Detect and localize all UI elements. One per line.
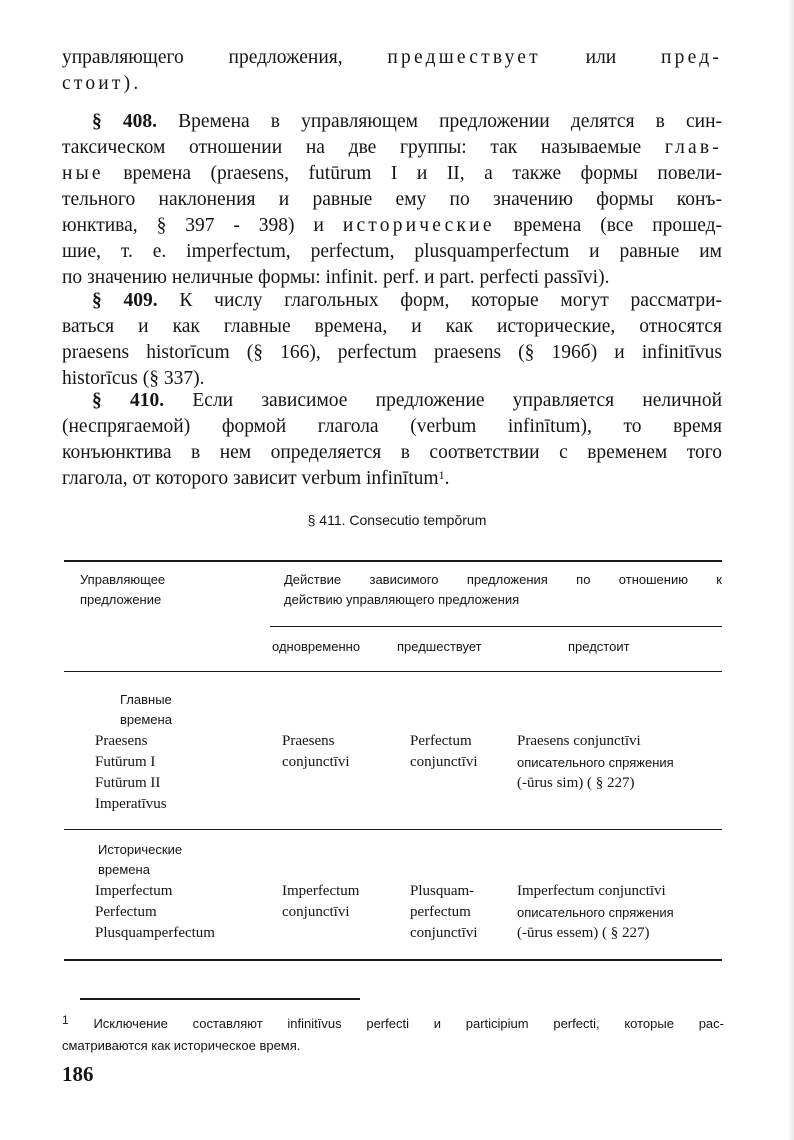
header-text: предложение	[80, 592, 162, 607]
cell-text: Imperfectum conjunctīvi	[517, 883, 666, 899]
table-title: § 411. Consecutio tempŏrum	[307, 512, 487, 528]
cell-text: Imperfectum	[282, 883, 360, 899]
header-text: Управляющее	[80, 572, 166, 587]
text: ваться и как главные времена, и как исторические, относятся	[62, 316, 722, 337]
cell-text: conjunctīvi	[282, 904, 350, 920]
text-line	[62, 314, 722, 340]
page-number: 186	[62, 1062, 94, 1086]
text: (неспрягаемой) формой глагола (verbum infinītum), то время	[62, 416, 722, 437]
spaced-word: глав-	[664, 137, 722, 158]
text-line	[62, 213, 722, 239]
section-number: § 409.	[92, 290, 158, 311]
word: управляющего	[62, 47, 184, 68]
text: по значению неличные формы: infinit. perf. и part. perfecti passīvi).	[62, 267, 610, 288]
cell-text: (-ūrus essem) ( § 227)	[517, 925, 650, 941]
section-heading-historical	[98, 840, 182, 880]
header-simultaneous: одновременно	[272, 639, 361, 654]
spaced-word: ные	[62, 163, 104, 184]
text: Исключение составляют infinitīvus perfecti и participium perfecti, которые рас-	[93, 1016, 724, 1031]
cell-text: Perfectum	[410, 733, 472, 749]
heading-text: времена	[120, 712, 172, 727]
heading-text: Исторические	[98, 842, 183, 857]
tense: Futūrum I	[95, 754, 156, 770]
text-line	[62, 135, 722, 161]
table-section-rule	[64, 829, 722, 830]
historical-following	[517, 881, 674, 944]
primary-following	[517, 731, 674, 794]
text: таксическом отношении на две группы: так называемые	[62, 137, 642, 158]
spaced-word: стоит).	[62, 73, 142, 94]
paragraph-408	[62, 109, 722, 291]
page-edge-shadow	[788, 0, 794, 1140]
cell-text: Praesens	[282, 733, 335, 749]
table-bottom-rule	[64, 959, 722, 961]
spaced-word: пред-	[661, 47, 723, 68]
text-line	[62, 45, 722, 71]
text: времена (praesens, futūrum I и II, а также формы повели-	[123, 163, 723, 184]
header-dependent-action	[284, 570, 722, 610]
historical-tenses-list	[95, 881, 215, 944]
cell-text: conjunctīvi	[410, 925, 478, 941]
tense: Imperatīvus	[95, 796, 167, 812]
text-line	[62, 388, 722, 414]
heading-text: Главные	[120, 692, 172, 707]
tense: Praesens	[95, 733, 148, 749]
text: praesens historīcum (§ 166), perfectum praesens (§ 196б) и infinitīvus	[62, 342, 722, 363]
footnote-separator	[80, 998, 360, 1000]
tense: Futūrum II	[95, 775, 161, 791]
text: К числу глагольных форм, которые могут рассматри-	[179, 290, 722, 311]
text-line	[62, 187, 722, 213]
text-line	[62, 239, 722, 265]
footnote-line	[62, 1013, 724, 1035]
text-line	[62, 414, 722, 440]
header-text: Действие зависимого предложения по отношению к	[284, 572, 722, 587]
cell-text: conjunctīvi	[410, 754, 478, 770]
table-top-rule	[64, 560, 722, 562]
cell-text: conjunctīvi	[282, 754, 350, 770]
text: Если зависимое предложение управляется неличной	[192, 390, 723, 411]
spaced-word: предшествует	[387, 47, 541, 68]
text-line	[62, 466, 722, 492]
paragraph-409	[62, 288, 722, 392]
text-line	[62, 161, 722, 187]
section-number: § 410.	[92, 390, 165, 411]
paragraph-410	[62, 388, 722, 492]
cell-text: (-ūrus sim) ( § 227)	[517, 775, 635, 791]
text: Времена в управляющем предложении делятся в син-	[178, 111, 723, 132]
text: времена (все прошед-	[513, 215, 723, 236]
historical-preceding	[410, 881, 478, 944]
heading-text: времена	[98, 862, 150, 877]
cell-text: Praesens conjunctīvi	[517, 733, 641, 749]
section-heading-primary	[120, 690, 172, 730]
text: сматриваются как историческое время.	[62, 1038, 301, 1053]
header-following: предстоит	[568, 639, 630, 654]
paragraph-continuation	[62, 45, 722, 97]
text: тельного наклонения и равные ему по значению формы конъ-	[62, 189, 722, 210]
footnote-mark: 1	[62, 1013, 69, 1027]
primary-preceding	[410, 731, 478, 773]
tense: Perfectum	[95, 904, 157, 920]
header-governing-clause	[80, 570, 165, 610]
cell-text: Plusquam-	[410, 883, 475, 899]
word: или	[585, 47, 617, 68]
table-header-bottom-rule	[64, 671, 722, 672]
text: глагола, от которого зависит verbum infinītum	[62, 468, 439, 489]
text-line	[62, 340, 722, 366]
header-preceding: предшествует	[397, 639, 482, 654]
text: конъюнктива в нем определяется в соответствии с временем того	[62, 442, 722, 463]
text: юнктива, § 397 - 398) и	[62, 215, 324, 236]
footnote-ref: 1	[438, 468, 445, 482]
section-number: § 408.	[92, 111, 158, 132]
cell-text: описательного спряжения	[517, 755, 674, 770]
header-text: действию управляющего предложения	[284, 592, 520, 607]
cell-text: описательного спряжения	[517, 905, 674, 920]
cell-text: perfectum	[410, 904, 471, 920]
primary-simultaneous	[282, 731, 350, 773]
spaced-word: исторические	[342, 215, 495, 236]
text-line	[62, 109, 722, 135]
footnote-line	[62, 1035, 724, 1057]
word: предложения,	[228, 47, 343, 68]
text: .	[444, 468, 450, 489]
footnote	[62, 1013, 724, 1057]
text-line	[62, 71, 722, 97]
primary-tenses-list	[95, 731, 167, 815]
text-line	[62, 440, 722, 466]
text-line	[62, 288, 722, 314]
tense: Plusquamperfectum	[95, 925, 215, 941]
historical-simultaneous	[282, 881, 359, 923]
text: шие, т. е. imperfectum, perfectum, plusquamperfectum и равные им	[62, 241, 722, 262]
tense: Imperfectum	[95, 883, 173, 899]
table-subheader-rule	[270, 626, 722, 627]
text: historīcus (§ 337).	[62, 368, 205, 389]
